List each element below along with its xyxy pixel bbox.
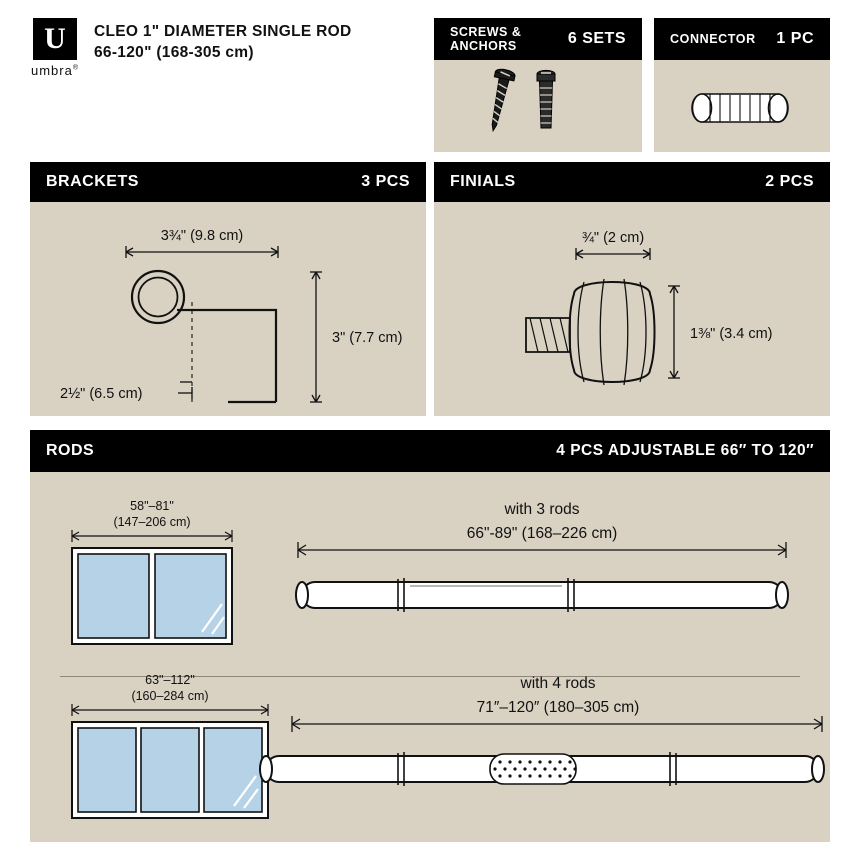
window-span-cm-2: (160–284 cm) bbox=[131, 689, 209, 703]
rods-config-3-title: with 3 rods bbox=[504, 501, 580, 518]
screws-quantity: 6 SETS bbox=[567, 30, 626, 47]
rods-illustration-area bbox=[30, 472, 830, 842]
connector-panel bbox=[654, 18, 830, 152]
finial-width-dimension-line bbox=[576, 248, 650, 260]
finial-width-label: ¾" (2 cm) bbox=[581, 230, 645, 246]
registered-mark: ® bbox=[72, 64, 80, 72]
window-span-inches-1: 58"–81" bbox=[130, 499, 174, 513]
screws-illustration-area bbox=[434, 60, 642, 152]
brackets-panel-label: BRACKETS bbox=[46, 173, 139, 190]
finial-height-dimension-line bbox=[668, 286, 680, 378]
umbra-logo bbox=[30, 18, 80, 80]
bracket-height-label: 3" (7.7 cm) bbox=[332, 330, 403, 346]
finial-diagram bbox=[434, 202, 830, 416]
window-span-cm-1: (147–206 cm) bbox=[113, 515, 191, 529]
rods-panel-label: RODS bbox=[46, 442, 95, 459]
bracket-shape bbox=[132, 271, 276, 402]
rod-connector-texture bbox=[490, 754, 577, 784]
screws-label-line2: ANCHORS bbox=[450, 39, 517, 53]
connector-icon bbox=[654, 60, 830, 152]
brackets-illustration-area bbox=[30, 202, 426, 416]
brand-and-title bbox=[30, 18, 420, 86]
rods-config-4-title: with 4 rods bbox=[520, 675, 596, 692]
finial-shape bbox=[570, 279, 655, 385]
bracket-width-dimension-line bbox=[126, 246, 278, 258]
product-title-line2: 66-120" (168-305 cm) bbox=[94, 43, 254, 61]
logo-letter: U bbox=[33, 18, 77, 60]
page-title bbox=[94, 22, 351, 64]
rod-illustration-3-section bbox=[296, 578, 788, 612]
finials-panel bbox=[434, 162, 830, 416]
bracket-depth-label: 2½" (6.5 cm) bbox=[60, 386, 143, 402]
brackets-panel bbox=[30, 162, 426, 416]
finial-height-label: 1⅜" (3.4 cm) bbox=[690, 326, 773, 342]
screw-and-anchor-icon bbox=[434, 60, 642, 152]
connector-quantity: 1 PC bbox=[776, 30, 814, 47]
brackets-panel-header bbox=[30, 162, 426, 202]
finials-quantity: 2 PCS bbox=[765, 173, 814, 190]
rods-panel-header bbox=[30, 430, 830, 472]
window-span-inches-2: 63"–112" bbox=[145, 673, 195, 687]
connector-illustration-area bbox=[654, 60, 830, 152]
rods-quantity: 4 PCS ADJUSTABLE 66″ TO 120″ bbox=[556, 442, 814, 459]
window-illustration-3-panes bbox=[72, 722, 268, 818]
finials-panel-header bbox=[434, 162, 830, 202]
finial-threaded-stem bbox=[526, 318, 570, 352]
logo-wordmark bbox=[31, 63, 79, 78]
bracket-diagram bbox=[30, 202, 426, 416]
finials-illustration-area bbox=[434, 202, 830, 416]
window-dimension-line-2 bbox=[72, 704, 268, 716]
rods-config-3-diagram bbox=[30, 486, 830, 666]
connector-panel-header bbox=[654, 18, 830, 60]
window-illustration-2-panes bbox=[72, 548, 232, 644]
rods-config-3-dimension-line bbox=[298, 542, 786, 558]
rods-config-4-diagram bbox=[30, 660, 830, 840]
rods-panel bbox=[30, 430, 830, 842]
connector-panel-label: CONNECTOR bbox=[670, 32, 756, 46]
screws-label-line1: SCREWS & bbox=[450, 24, 522, 39]
logo-wordmark-text: umbra bbox=[30, 63, 73, 78]
bracket-width-label: 3¾" (9.8 cm) bbox=[160, 228, 244, 244]
rods-config-4-dimension-line bbox=[292, 716, 822, 732]
product-title-line1: CLEO 1" DIAMETER SINGLE ROD bbox=[94, 23, 352, 40]
window-dimension-line-1 bbox=[72, 530, 232, 542]
screws-and-anchors-panel bbox=[434, 18, 642, 152]
rods-config-3-span: 66"-89" (168–226 cm) bbox=[466, 525, 618, 542]
screws-panel-label bbox=[450, 25, 521, 54]
rod-illustration-4-section bbox=[260, 752, 824, 786]
brackets-quantity: 3 PCS bbox=[361, 173, 410, 190]
finials-panel-label: FINIALS bbox=[450, 173, 516, 190]
bracket-height-dimension-line bbox=[310, 272, 322, 402]
rods-config-4-span: 71″–120″ (180–305 cm) bbox=[476, 699, 640, 716]
screws-panel-header bbox=[434, 18, 642, 60]
